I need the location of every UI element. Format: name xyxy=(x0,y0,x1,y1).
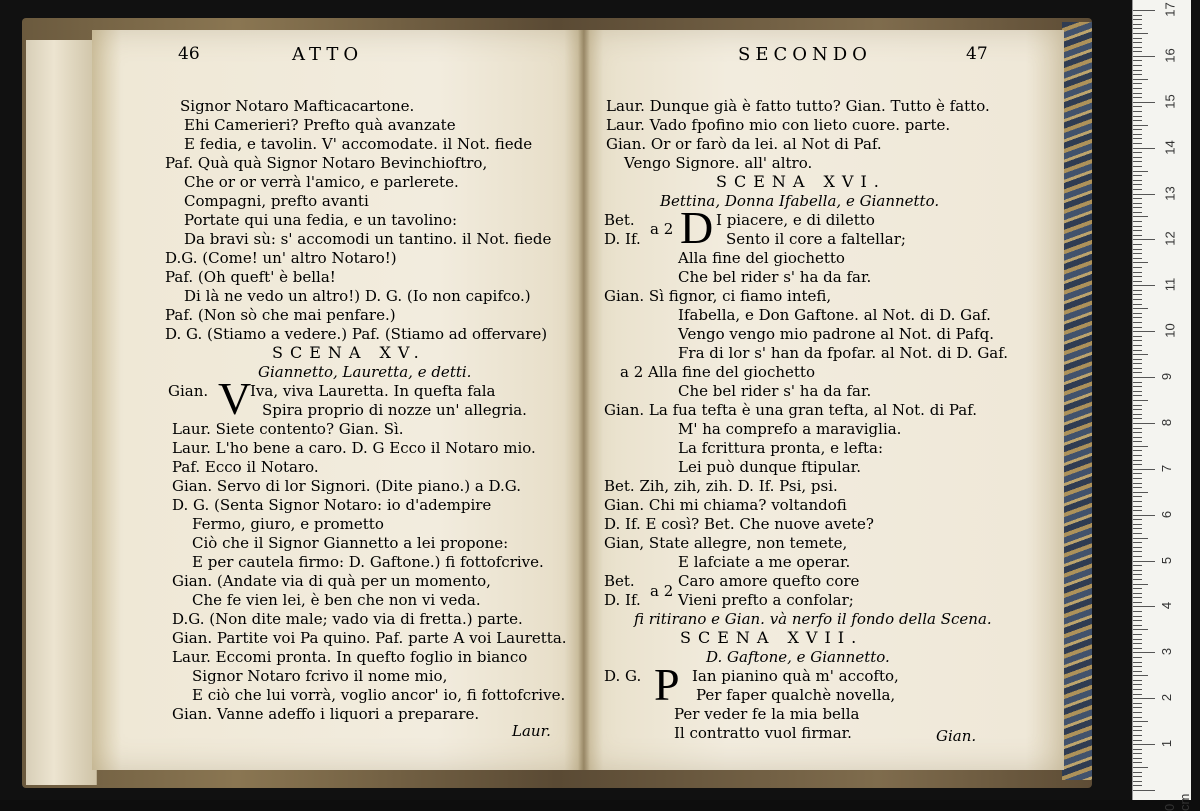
ruler-tick xyxy=(1133,221,1142,222)
ruler-tick xyxy=(1133,717,1142,718)
ruler-tick xyxy=(1133,570,1142,571)
ruler-tick xyxy=(1133,561,1155,562)
right-page-text-line: a 2 xyxy=(650,582,674,600)
ruler-tick xyxy=(1133,437,1142,438)
ruler-tick xyxy=(1133,10,1155,11)
ruler-tick xyxy=(1133,753,1142,754)
ruler-tick xyxy=(1133,226,1142,227)
left-page-text-line: Spira proprio di nozze un' allegria. xyxy=(262,401,527,419)
ruler-number: 8 xyxy=(1159,418,1175,427)
ruler-tick xyxy=(1133,629,1148,630)
ruler-tick xyxy=(1133,528,1142,529)
ruler-tick xyxy=(1133,749,1142,750)
ruler-tick xyxy=(1133,510,1142,511)
ruler-tick xyxy=(1133,657,1142,658)
left-page-text-line: Giannetto, Lauretta, e detti. xyxy=(258,363,472,381)
ruler-number: 14 xyxy=(1162,139,1178,155)
left-page-text-line: D.G. (Come! un' altro Notaro!) xyxy=(165,249,397,267)
right-page-text-line: Vengo Signore. all' altro. xyxy=(624,154,813,172)
ruler-tick xyxy=(1133,207,1142,208)
ruler-tick xyxy=(1133,258,1142,259)
ruler-tick xyxy=(1133,501,1142,502)
ruler-tick xyxy=(1133,42,1142,43)
ruler-tick xyxy=(1133,772,1142,773)
ruler-number: 13 xyxy=(1162,185,1178,201)
ruler-tick xyxy=(1133,308,1148,309)
right-page-text-line: fi ritirano e Gian. và nerfo il fondo della Scena. xyxy=(634,610,992,628)
ruler-tick xyxy=(1133,450,1142,451)
ruler-tick xyxy=(1133,762,1142,763)
drop-cap-v: V xyxy=(218,373,252,424)
right-page-text-line: Lei può dunque ftipular. xyxy=(678,458,861,476)
right-page-text-line: La fcrittura pronta, e lefta: xyxy=(678,439,884,457)
right-page-text-line: I piacere, e di diletto xyxy=(716,211,875,229)
ruler-tick xyxy=(1133,102,1155,103)
ruler-tick xyxy=(1133,235,1142,236)
ruler-tick xyxy=(1133,547,1142,548)
right-page-text-line: D. G. xyxy=(604,667,642,685)
ruler-tick xyxy=(1133,506,1142,507)
ruler-tick xyxy=(1133,478,1142,479)
left-page-text-line: Paf. Quà quà Signor Notaro Bevinchioftro, xyxy=(165,154,488,172)
ruler-tick xyxy=(1133,391,1142,392)
ruler-tick xyxy=(1133,125,1148,126)
ruler-tick xyxy=(1133,584,1148,585)
left-page-text-line: Signor Notaro Mafticacartone. xyxy=(180,97,415,115)
ruler-tick xyxy=(1133,65,1142,66)
ruler-tick xyxy=(1133,322,1142,323)
ruler-tick xyxy=(1133,138,1142,139)
ruler-tick xyxy=(1133,542,1142,543)
left-page-text-line: Gian. (Andate via di quà per un momento, xyxy=(172,572,491,590)
ruler-tick xyxy=(1133,290,1142,291)
ruler-tick xyxy=(1133,492,1148,493)
ruler-tick xyxy=(1133,24,1142,25)
ruler-tick xyxy=(1133,70,1142,71)
left-page-text-line: Signor Notaro fcrivo il nome mio, xyxy=(192,667,448,685)
ruler-tick xyxy=(1133,51,1142,52)
ruler-tick xyxy=(1133,116,1142,117)
ruler-tick xyxy=(1133,675,1148,676)
ruler-tick xyxy=(1133,418,1142,419)
ruler-tick xyxy=(1133,294,1142,295)
ruler-tick xyxy=(1133,83,1142,84)
ruler-number: 12 xyxy=(1162,231,1178,247)
ruler-tick xyxy=(1133,781,1142,782)
ruler-tick xyxy=(1133,634,1142,635)
ruler-tick xyxy=(1133,239,1155,240)
ruler-tick xyxy=(1133,643,1142,644)
ruler-tick xyxy=(1133,272,1142,273)
right-page-text-line: Gian. La fua tefta è una gran tefta, al Not. di Paf. xyxy=(604,401,978,419)
ruler-tick xyxy=(1133,662,1142,663)
ruler-tick xyxy=(1133,15,1142,16)
ruler-tick xyxy=(1133,194,1155,195)
left-page-text-line: Fermo, giuro, e prometto xyxy=(192,515,384,533)
ruler-tick xyxy=(1133,38,1142,39)
right-page-text-line: D. If. E così? Bet. Che nuove avete? xyxy=(604,515,874,533)
left-page-text-line: D. G. (Senta Signor Notaro: io d'adempire xyxy=(172,496,492,514)
left-page-text-line: Paf. Ecco il Notaro. xyxy=(172,458,319,476)
ruler-tick xyxy=(1133,134,1142,135)
ruler-tick xyxy=(1133,469,1155,470)
ruler-tick xyxy=(1133,409,1142,410)
ruler-tick xyxy=(1133,405,1142,406)
ruler-tick xyxy=(1133,111,1142,112)
ruler-tick xyxy=(1133,680,1142,681)
left-page-text-line: D.G. (Non dite male; vado via di fretta.) parte. xyxy=(172,610,523,628)
ruler-tick xyxy=(1133,372,1142,373)
ruler-tick xyxy=(1133,776,1142,777)
ruler-tick xyxy=(1133,253,1142,254)
ruler-tick xyxy=(1133,593,1142,594)
ruler-tick xyxy=(1133,565,1142,566)
right-page-text-line: Per veder fe la mia bella xyxy=(674,705,860,723)
right-page-text-line: Ian pianino quà m' accofto, xyxy=(692,667,899,685)
right-page-text-line: Bet. xyxy=(604,211,635,229)
page-edge-stack xyxy=(26,40,97,785)
ruler-tick xyxy=(1133,106,1142,107)
right-page-text-line: Per faper qualchè novella, xyxy=(696,686,896,704)
ruler-tick xyxy=(1133,446,1148,447)
ruler-tick xyxy=(1133,726,1142,727)
ruler-tick xyxy=(1133,455,1142,456)
ruler-tick xyxy=(1133,180,1142,181)
ruler-tick xyxy=(1133,336,1142,337)
ruler-tick xyxy=(1133,735,1142,736)
ruler-tick xyxy=(1133,515,1155,516)
ruler-tick xyxy=(1133,19,1142,20)
ruler-tick xyxy=(1133,602,1142,603)
right-page-text-line: Ifabella, e Don Gaftone. al Not. di D. Gaf. xyxy=(678,306,991,324)
ruler-tick xyxy=(1133,359,1142,360)
ruler-tick xyxy=(1133,249,1142,250)
right-page-text-line: Alla fine del giochetto xyxy=(678,249,845,267)
ruler-tick xyxy=(1133,345,1142,346)
ruler-tick xyxy=(1133,350,1142,351)
marbled-cover-edge xyxy=(1062,22,1092,780)
ruler-tick xyxy=(1133,744,1155,745)
ruler-tick xyxy=(1133,767,1148,768)
ruler-number: 17 xyxy=(1162,2,1178,17)
ruler-number: 7 xyxy=(1159,464,1175,472)
ruler-tick xyxy=(1133,33,1148,34)
ruler-tick xyxy=(1133,166,1142,167)
right-page-text-line: SCENA XVII. xyxy=(680,628,864,647)
right-page-number: 47 xyxy=(966,44,988,64)
ruler-tick xyxy=(1133,441,1142,442)
ruler-tick xyxy=(1133,460,1142,461)
ruler-tick xyxy=(1133,423,1155,424)
right-running-head: SECONDO xyxy=(738,44,872,65)
right-page-text-line: Bet. Zih, zih, zih. D. If. Psi, psi. xyxy=(604,477,838,495)
ruler-tick xyxy=(1133,212,1142,213)
right-page-text-line: Il contratto vuol firmar. xyxy=(674,724,852,742)
ruler-tick xyxy=(1133,483,1142,484)
right-page-text-line: a 2 Alla fine del giochetto xyxy=(620,363,815,381)
ruler-tick xyxy=(1133,574,1142,575)
ruler-tick xyxy=(1133,382,1142,383)
ruler-tick xyxy=(1133,611,1142,612)
ruler-tick xyxy=(1133,652,1155,653)
ruler-tick xyxy=(1133,313,1142,314)
ruler-tick xyxy=(1133,606,1155,607)
ruler-number: 6 xyxy=(1159,510,1175,518)
right-page-text-line: Fra di lor s' han da fpofar. al Not. di D. Gaf. xyxy=(678,344,1009,362)
ruler-tick xyxy=(1133,758,1142,759)
ruler-number: 15 xyxy=(1162,94,1178,109)
ruler-tick xyxy=(1133,689,1142,690)
ruler-tick xyxy=(1133,524,1142,525)
left-page-text-line: Paf. (Oh queft' è bella! xyxy=(165,268,336,286)
ruler-tick xyxy=(1133,698,1155,699)
ruler-tick xyxy=(1133,198,1142,199)
ruler-tick xyxy=(1133,625,1142,626)
book-gutter xyxy=(578,30,590,770)
left-page-text-line: E per cautela firmo: D. Gaftone.) fi fottofcrive. xyxy=(192,553,544,571)
ruler-tick xyxy=(1133,74,1142,75)
left-page-text-line: Da bravi sù: s' accomodi un tantino. il Not. fiede xyxy=(184,230,552,248)
ruler-tick xyxy=(1133,712,1142,713)
right-page-text-line: Sento il core a faltellar; xyxy=(726,230,906,248)
ruler-tick xyxy=(1133,363,1142,364)
ruler-tick xyxy=(1133,428,1142,429)
right-page-text-line: a 2 xyxy=(650,220,674,238)
ruler-tick xyxy=(1133,262,1148,263)
right-page-text-line: D. If. xyxy=(604,591,641,609)
ruler-tick xyxy=(1133,707,1142,708)
ruler-tick xyxy=(1133,588,1142,589)
ruler-tick xyxy=(1133,88,1142,89)
ruler-tick xyxy=(1133,120,1142,121)
ruler-tick xyxy=(1133,386,1142,387)
right-page-text-line: Gian. Or or farò da lei. al Not di Paf. xyxy=(606,135,882,153)
left-page-text-line: Gian. Partite voi Pa quino. Paf. parte A voi Lauretta. xyxy=(172,629,567,647)
ruler-number: 1 xyxy=(1159,739,1175,748)
ruler-number: 11 xyxy=(1162,278,1178,292)
ruler-number: 0 cm xyxy=(1162,793,1192,811)
right-page-text-line: Gian. xyxy=(936,727,977,745)
right-page-text-line: Bettina, Donna Ifabella, e Giannetto. xyxy=(660,192,940,210)
ruler-tick xyxy=(1133,60,1142,61)
left-running-head: ATTO xyxy=(292,44,364,65)
left-page-text-line: Laur. xyxy=(512,722,551,740)
ruler-tick xyxy=(1133,464,1142,465)
ruler-tick xyxy=(1133,152,1142,153)
ruler-tick xyxy=(1133,790,1155,791)
right-page-text-line: Laur. Dunque già è fatto tutto? Gian. Tutto è fatto. xyxy=(606,97,990,115)
ruler-tick xyxy=(1133,79,1148,80)
left-page-text-line: Di là ne vedo un altro!) D. G. (Io non capifco.) xyxy=(184,287,531,305)
ruler-tick xyxy=(1133,230,1142,231)
ruler-tick xyxy=(1133,216,1148,217)
left-page-text-line: Portate qui una fedia, e un tavolino: xyxy=(184,211,458,229)
ruler-tick xyxy=(1133,285,1155,286)
ruler-tick xyxy=(1133,368,1142,369)
ruler-number: 9 xyxy=(1159,372,1175,381)
ruler-tick xyxy=(1133,703,1142,704)
ruler-tick xyxy=(1133,148,1155,149)
ruler-tick xyxy=(1133,203,1142,204)
ruler-tick xyxy=(1133,281,1142,282)
right-page-text-line: Laur. Vado fpofino mio con lieto cuore. parte. xyxy=(606,116,951,134)
ruler-tick xyxy=(1133,519,1142,520)
ruler-tick xyxy=(1133,721,1148,722)
ruler-tick xyxy=(1133,740,1142,741)
ruler-tick xyxy=(1133,28,1142,29)
ruler-tick xyxy=(1133,648,1142,649)
ruler-tick xyxy=(1133,487,1142,488)
ruler-tick xyxy=(1133,299,1142,300)
ruler-tick xyxy=(1133,189,1142,190)
left-page-text-line: Paf. (Non sò che mai penfare.) xyxy=(165,306,396,324)
ruler-tick xyxy=(1133,184,1142,185)
ruler-tick xyxy=(1133,354,1148,355)
ruler-tick xyxy=(1133,579,1142,580)
ruler-tick xyxy=(1133,93,1142,94)
left-page-text-line: Gian. Servo di lor Signori. (Dite piano.) a D.G. xyxy=(172,477,522,495)
right-page-text-line: Vieni prefto a confolar; xyxy=(678,591,854,609)
right-page-text-line: Vengo vengo mio padrone al Not. di Pafq. xyxy=(678,325,994,343)
ruler-tick xyxy=(1133,331,1155,332)
ruler-tick xyxy=(1133,620,1142,621)
ruler-tick xyxy=(1133,684,1142,685)
ruler-tick xyxy=(1133,639,1142,640)
ruler-tick xyxy=(1133,556,1142,557)
right-page-text-line: Che bel rider s' ha da far. xyxy=(678,382,872,400)
ruler-tick xyxy=(1133,730,1142,731)
right-page-text-line: E lafciate a me operar. xyxy=(678,553,851,571)
left-page-text-line: Ehi Camerieri? Prefto quà avanzate xyxy=(184,116,456,134)
left-page-text-line: Gian. xyxy=(168,382,209,400)
drop-cap-d: D xyxy=(680,202,714,253)
ruler-tick xyxy=(1133,327,1142,328)
right-page-text-line: Gian, State allegre, non temete, xyxy=(604,534,848,552)
ruler-tick xyxy=(1133,377,1155,378)
left-page-text-line: D. G. (Stiamo a vedere.) Paf. (Stiamo ad offervare) xyxy=(165,325,548,343)
ruler-tick xyxy=(1133,496,1142,497)
left-page-text-line: E fedia, e tavolin. V' accomodate. il Not. fiede xyxy=(184,135,533,153)
ruler-tick xyxy=(1133,395,1142,396)
left-page-text-line: SCENA XV. xyxy=(272,343,426,362)
left-page-number: 46 xyxy=(178,44,200,64)
ruler-number: 5 xyxy=(1159,556,1175,564)
ruler-tick xyxy=(1133,432,1142,433)
left-page-text-line: Laur. L'ho bene a caro. D. G Ecco il Notaro mio. xyxy=(172,439,536,457)
ruler-tick xyxy=(1133,616,1142,617)
ruler-number: 16 xyxy=(1162,48,1178,63)
drop-cap-p: P xyxy=(654,659,680,710)
ruler-number: 4 xyxy=(1159,602,1175,610)
left-page-text-line: Compagni, prefto avanti xyxy=(184,192,369,210)
right-page-text-line: Gian. Sì fignor, ci fiamo intefi, xyxy=(604,287,832,305)
measurement-ruler xyxy=(1132,0,1192,811)
ruler-tick xyxy=(1133,671,1142,672)
ruler-tick xyxy=(1133,666,1142,667)
ruler-tick xyxy=(1133,304,1142,305)
ruler-tick xyxy=(1133,317,1142,318)
ruler-tick xyxy=(1133,244,1142,245)
left-page-text-line: E ciò che lui vorrà, voglio ancor' io, fi fottofcrive. xyxy=(192,686,566,704)
right-page-text-line: D. Gaftone, e Giannetto. xyxy=(706,648,890,666)
right-page-text-line: Bet. xyxy=(604,572,635,590)
ruler-tick xyxy=(1133,533,1142,534)
ruler-tick xyxy=(1133,56,1155,57)
ruler-tick xyxy=(1133,694,1142,695)
ruler-tick xyxy=(1133,157,1142,158)
ruler-number: 2 xyxy=(1159,694,1175,702)
left-page-text-line: Gian. Vanne adeffo i liquori a preparare. xyxy=(172,705,480,723)
right-page-text-line: Gian. Chi mi chiama? voltandofi xyxy=(604,496,847,514)
ruler-tick xyxy=(1133,171,1148,172)
left-page-text-line: Che fe vien lei, è ben che non vi veda. xyxy=(192,591,481,609)
ruler-tick xyxy=(1133,129,1142,130)
ruler-tick xyxy=(1133,267,1142,268)
ruler-number: 10 xyxy=(1162,323,1178,338)
right-page-text-line: Caro amore quefto core xyxy=(678,572,860,590)
ruler-tick xyxy=(1133,597,1142,598)
left-page-text-line: Ciò che il Signor Giannetto a lei propone: xyxy=(192,534,509,552)
ruler-tick xyxy=(1133,473,1142,474)
ruler-tick xyxy=(1133,143,1142,144)
left-page-text-line: Che or or verrà l'amico, e parlerete. xyxy=(184,173,459,191)
ruler-tick xyxy=(1133,538,1148,539)
left-page-text-line: Laur. Siete contento? Gian. Sì. xyxy=(172,420,404,438)
ruler-number: 3 xyxy=(1159,648,1175,656)
right-page-text-line: SCENA XVI. xyxy=(716,172,886,191)
right-page-text-line: Che bel rider s' ha da far. xyxy=(678,268,872,286)
ruler-tick xyxy=(1133,551,1142,552)
ruler-tick xyxy=(1133,276,1142,277)
ruler-tick xyxy=(1133,340,1142,341)
left-page-text-line: Iva, viva Lauretta. In quefta fala xyxy=(250,382,496,400)
left-page-text-line: Laur. Eccomi pronta. In quefto foglio in bianco xyxy=(172,648,528,666)
ruler-tick xyxy=(1133,785,1142,786)
ruler-tick xyxy=(1133,175,1142,176)
ruler-tick xyxy=(1133,400,1148,401)
right-page-text-line: M' ha comprefo a maraviglia. xyxy=(678,420,902,438)
ruler-tick xyxy=(1133,161,1142,162)
ruler-tick xyxy=(1133,97,1142,98)
ruler-tick xyxy=(1133,414,1142,415)
ruler-tick xyxy=(1133,47,1142,48)
right-page-text-line: D. If. xyxy=(604,230,641,248)
